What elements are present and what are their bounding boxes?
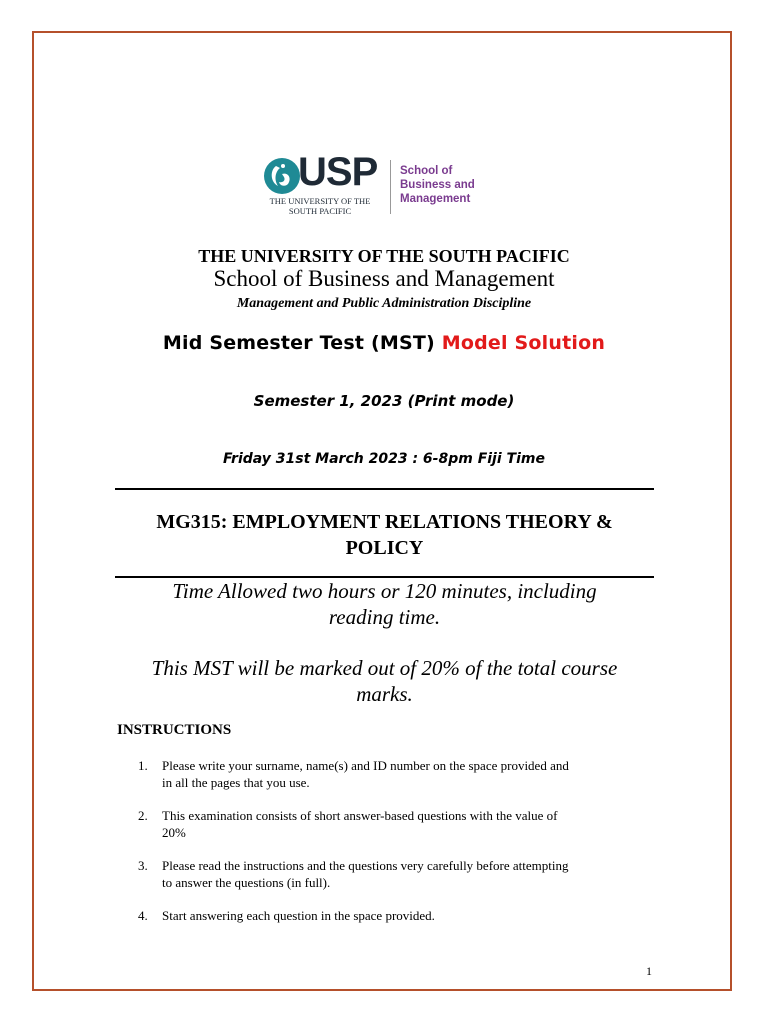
test-title-model-solution: Model Solution [441, 332, 606, 354]
instruction-text-line1: Please write your surname, name(s) and ID number on the space provided and [162, 758, 569, 773]
logo-school-name [400, 164, 475, 206]
logo-divider [390, 160, 391, 214]
time-allowed [115, 578, 654, 630]
course-title-line1: MG315: EMPLOYMENT RELATIONS THEORY & [156, 511, 613, 533]
logo-school-line1: School of [400, 165, 453, 177]
instruction-text-line2: in all the pages that you use. [162, 775, 310, 790]
instructions-list [138, 757, 658, 940]
instruction-item [138, 857, 658, 891]
instruction-number: 1. [138, 758, 148, 773]
instruction-number: 4. [138, 908, 148, 923]
university-name: THE UNIVERSITY OF THE SOUTH PACIFIC [198, 246, 570, 266]
time-allowed-line2: reading time. [328, 605, 441, 629]
instruction-text-line1: Please read the instructions and the questions very carefully before attempting [162, 858, 569, 873]
instruction-item [138, 907, 658, 924]
test-date: Friday 31st March 2023 : 6-8pm Fiji Time [223, 451, 545, 467]
marks-note [115, 655, 654, 707]
course-title-line2: POLICY [345, 537, 424, 559]
instruction-text-line2: to answer the questions (in full). [162, 875, 331, 890]
test-title-main: Mid Semester Test (MST) [162, 332, 435, 354]
page-number: 1 [646, 964, 652, 978]
instruction-item [138, 757, 658, 791]
instruction-text-line2: 20% [162, 825, 186, 840]
logo-university-line2: SOUTH PACIFIC [288, 206, 352, 216]
semester-label: Semester 1, 2023 (Print mode) [253, 392, 515, 410]
marks-note-line1: This MST will be marked out of 20% of the total course [151, 656, 618, 680]
time-allowed-line1: Time Allowed two hours or 120 minutes, including [172, 579, 597, 603]
instruction-text-line1: This examination consists of short answer-based questions with the value of [162, 808, 558, 823]
instruction-number: 3. [138, 858, 148, 873]
test-title [0, 332, 768, 354]
usp-logo [262, 152, 502, 222]
school-name: School of Business and Management [213, 266, 555, 291]
instruction-number: 2. [138, 808, 148, 823]
usp-emblem-icon [262, 156, 302, 196]
divider-top [115, 488, 654, 490]
instruction-item [138, 807, 658, 841]
course-title [115, 509, 654, 561]
discipline-name: Management and Public Administration Discipline [236, 296, 532, 311]
logo-university-line1: THE UNIVERSITY OF THE [269, 196, 371, 206]
logo-school-line3: Management [400, 193, 471, 205]
usp-wordmark: USP [298, 150, 378, 194]
instruction-text-line1: Start answering each question in the space provided. [162, 908, 435, 923]
instructions-heading: INSTRUCTIONS [117, 722, 232, 738]
logo-school-line2: Business and [400, 179, 475, 191]
marks-note-line2: marks. [356, 682, 413, 706]
